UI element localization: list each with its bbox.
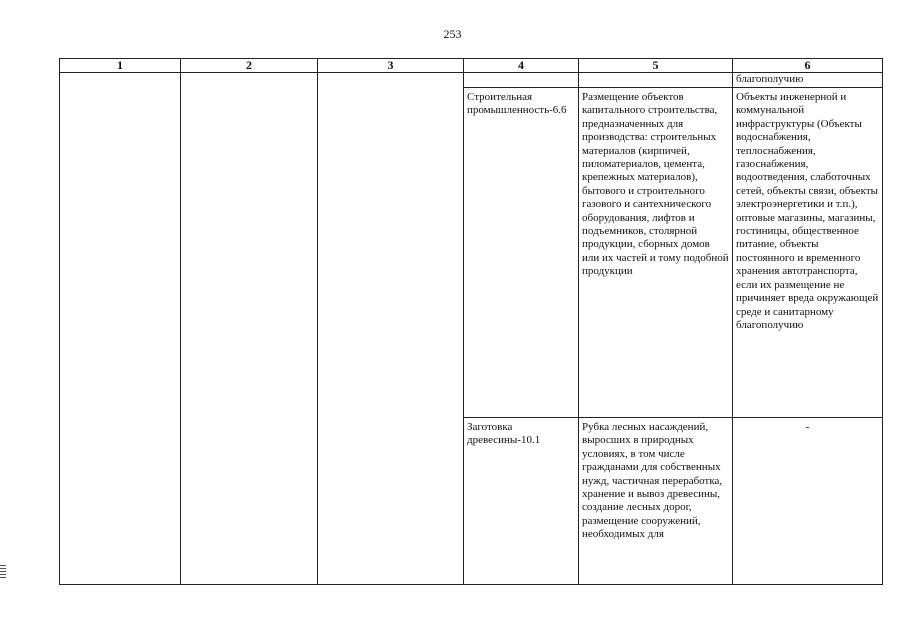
column-header-2: 2 <box>181 59 318 73</box>
column-header-5: 5 <box>579 59 733 73</box>
column-header-1: 1 <box>60 59 181 73</box>
table-row-continuation <box>60 73 883 88</box>
column-header-3: 3 <box>318 59 464 73</box>
scan-edge-marks <box>0 565 6 580</box>
cell-col6-continuation: благополучию <box>733 73 883 88</box>
cell-use-description: Размещение объектов капитального строительства, предназначенных для производства: строительных материалов (кирпичей, пиломатериалов, цемента, крепежных материалов), бытового и строительного газового и сантехнического оборудования, лифтов и подъемников, столярной продукции, сборных домов или их частей и тому подобной продукции <box>579 88 733 418</box>
cell-col2 <box>181 73 318 585</box>
document-table <box>59 58 883 585</box>
cell-use-type: Строительная промышленность-6.6 <box>464 88 579 418</box>
cell-permitted-objects: - <box>733 418 883 585</box>
cell-use-description: Рубка лесных насаждений, выросших в природных условиях, в том числе гражданами для собственных нужд, частичная переработка, хранение и вывоз древесины, создание лесных дорог, размещение сооружений, необходимых для <box>579 418 733 585</box>
cell-use-type: Заготовка древесины-10.1 <box>464 418 579 585</box>
cell-permitted-objects: Объекты инженерной и коммунальной инфраструктуры (Объекты водоснабжения, теплоснабжения, газоснабжения, водоотведения, слаботочных сетей, объекты связи, объекты электроэнергетики и т.п.), оптовые магазины, магазины, гостиницы, общественное питание, объекты постоянного и временного хранения автотранспорта, если их размещение не причиняет вреда окружающей среде и санитарному благополучию <box>733 88 883 418</box>
cell-col5-continuation <box>579 73 733 88</box>
cell-col1 <box>60 73 181 585</box>
cell-col3 <box>318 73 464 585</box>
page-number: 253 <box>443 27 462 41</box>
cell-col4-continuation <box>464 73 579 88</box>
table-header-row <box>60 59 883 73</box>
column-header-6: 6 <box>733 59 883 73</box>
column-header-4: 4 <box>464 59 579 73</box>
